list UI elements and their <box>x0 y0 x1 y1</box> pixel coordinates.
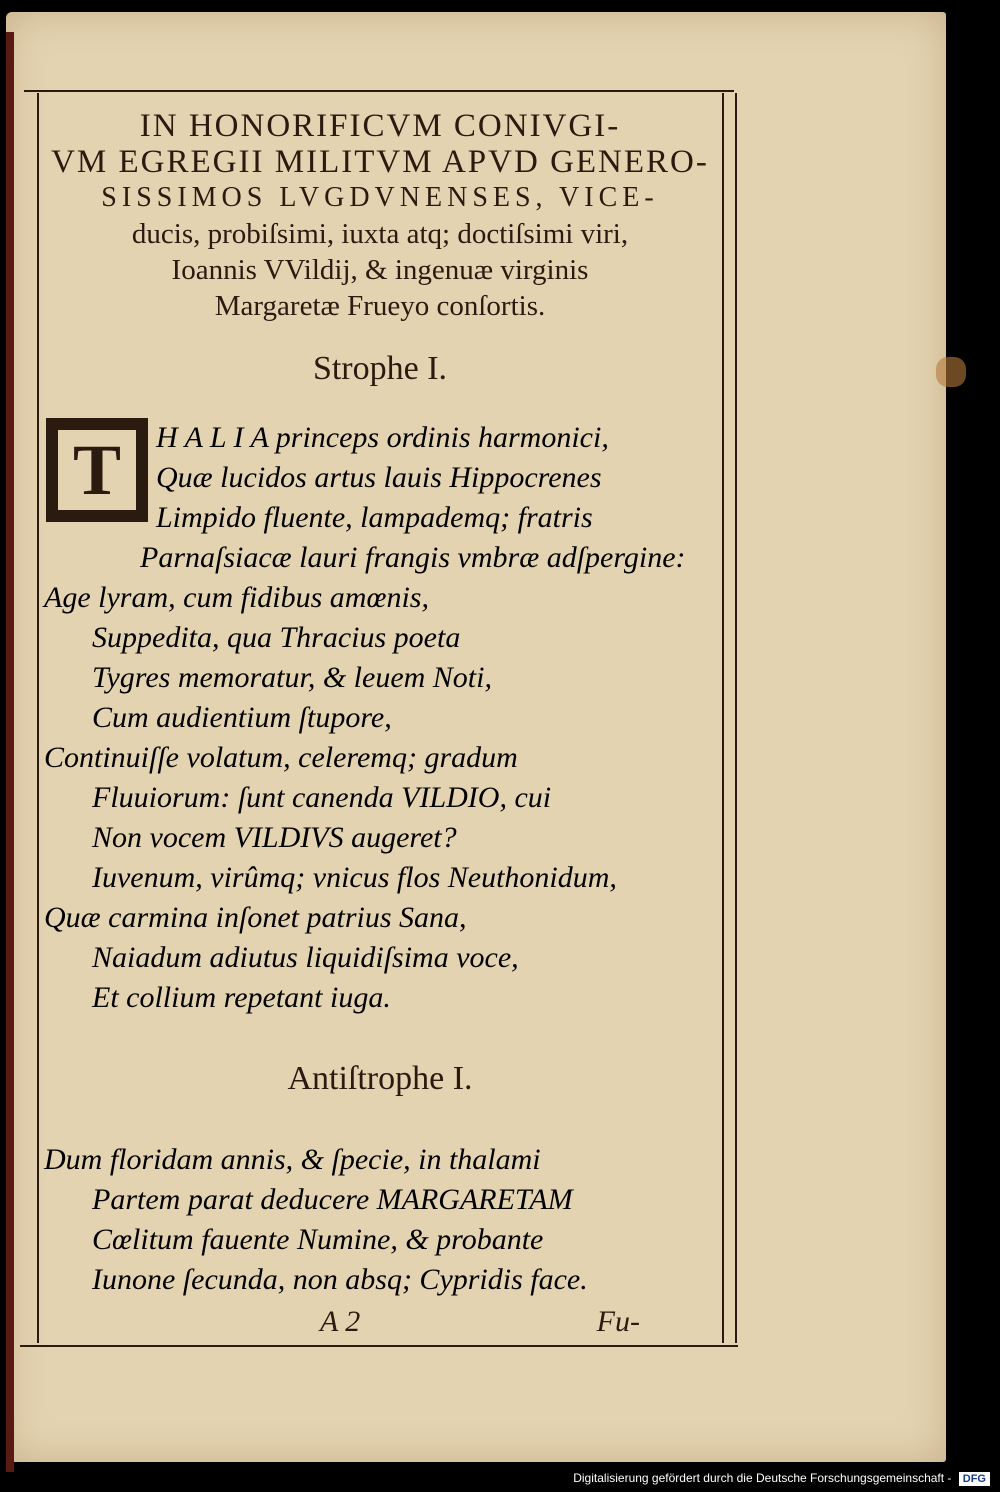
frame-rule-left <box>37 93 39 1343</box>
title-line: Ioannis VVildij, & ingenuæ virginis <box>171 254 589 286</box>
frame-rule-right <box>722 93 724 1343</box>
strophe-text <box>44 418 686 1018</box>
antistrophe-heading: Antiſtrophe I. <box>287 1060 473 1097</box>
binding-edge <box>6 32 14 1472</box>
page-signature-row <box>320 1305 640 1339</box>
verse-line: Continuiſſe volatum, celeremq; gradum <box>44 741 518 774</box>
verse-line: Suppedita, qua Thracius poeta <box>92 621 461 654</box>
verse-line: Cœlitum fauente Numine, & probante <box>92 1223 544 1256</box>
verse-line: Partem parat deducere MARGARETAM <box>92 1183 573 1216</box>
drop-cap-letter: T <box>58 430 136 510</box>
verse-line: Parnaſsiacæ lauri frangis vmbræ adſpergine: <box>140 541 686 574</box>
verse-line: Et collium repetant iuga. <box>92 981 391 1014</box>
signature-mark: A 2 <box>320 1305 361 1338</box>
strophe-heading: Strophe I. <box>312 350 448 387</box>
verse-line: H A L I A princeps ordinis harmonici, <box>156 421 609 454</box>
page-title <box>40 108 720 324</box>
paper-stain <box>936 357 966 387</box>
title-line: ducis, probiſsimi, iuxta atq; doctiſsimi viri, <box>131 218 629 250</box>
title-line: VM EGREGII MILITVM APVD GENERO- <box>51 144 709 180</box>
title-line: SISSIMOS LVGDVNENSES, VICE- <box>101 182 659 213</box>
frame-rule-bottom <box>20 1345 738 1347</box>
verse-line: Non vocem VILDIVS augeret? <box>92 821 457 854</box>
frame-rule-right-outer <box>735 93 737 1343</box>
catchword: Fu- <box>596 1305 640 1338</box>
verse-line: Limpido fluente, lampademq; fratris <box>156 501 593 534</box>
dfg-logo: DFG <box>959 1472 990 1486</box>
digitization-footer <box>0 1471 990 1486</box>
verse-line: Iunone ſecunda, non absq; Cypridis face. <box>92 1263 588 1296</box>
verse-line: Dum floridam annis, & ſpecie, in thalami <box>44 1143 541 1176</box>
verse-line: Quæ lucidos artus lauis Hippocrenes <box>156 461 602 494</box>
title-line: IN HONORIFICVM CONIVGI- <box>139 108 621 144</box>
verse-line: Iuvenum, virûmq; vnicus flos Neuthonidum, <box>92 861 617 894</box>
verse-line: Cum audientium ſtupore, <box>92 701 392 734</box>
verse-line: Quæ carmina inſonet patrius Sana, <box>44 901 467 934</box>
title-line: Margaretæ Frueyo conſortis. <box>214 290 546 322</box>
verse-line: Age lyram, cum fidibus amœnis, <box>44 581 429 614</box>
verse-line: Tygres memoratur, & leuem Noti, <box>92 661 492 694</box>
antistrophe-text <box>44 1140 588 1300</box>
verse-line: Fluuiorum: ſunt canenda VILDIO, cui <box>92 781 552 814</box>
frame-rule-top <box>24 90 734 92</box>
verse-line: Naiadum adiutus liquidiſsima voce, <box>92 941 519 974</box>
footer-text: Digitalisierung gefördert durch die Deutsche Forschungsgemeinschaft - <box>573 1471 952 1485</box>
